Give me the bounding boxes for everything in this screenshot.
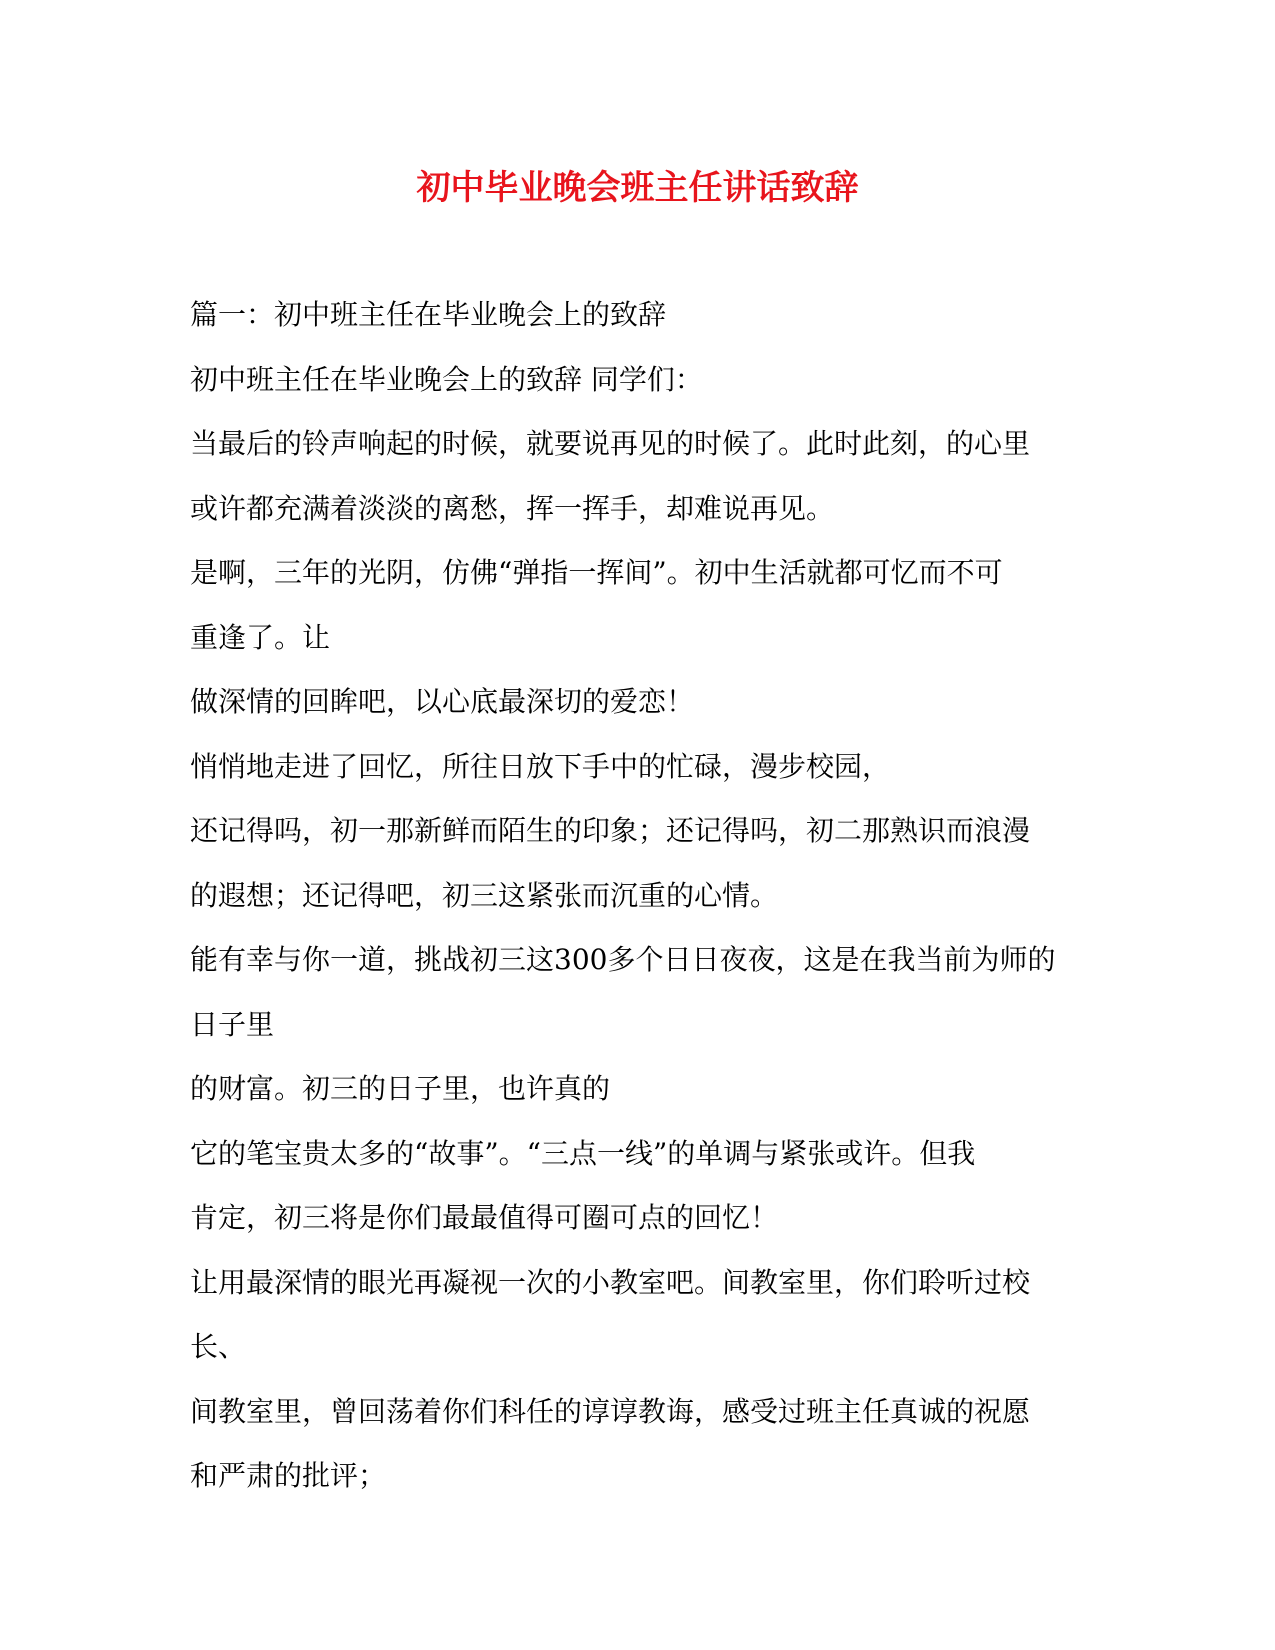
paragraph-line: 让用最深情的眼光再凝视一次的小教室吧。间教室里，你们聆听过校 [190,1265,1031,1299]
paragraph-line: 篇一：初中班主任在毕业晚会上的致辞 [190,298,667,331]
paragraph-line: 间教室里，曾回荡着你们科任的谆谆教诲，感受过班主任真诚的祝愿 [190,1394,1031,1428]
paragraph-line: 长、 [190,1330,247,1363]
paragraph-line: 是啊，三年的光阴，仿佛“弹指一挥间”。初中生活就都可忆而不可 [190,556,1003,589]
paragraph-line: 悄悄地走进了回忆，所往日放下手中的忙碌，漫步校园， [190,749,891,783]
paragraph-line: 它的笔宝贵太多的“故事”。“三点一线”的单调与紧张或许。但我 [190,1136,976,1170]
paragraph-line: 和严肃的批评； [190,1459,387,1492]
paragraph-line: 日子里 [190,1007,275,1041]
paragraph-line: 还记得吗，初一那新鲜而陌生的印象；还记得吗，初二那熟识而浪漫 [190,814,1031,847]
document-body [190,283,1090,1509]
paragraph-line: 或许都充满着淡淡的离愁，挥一挥手，却难说再见。 [190,491,835,525]
paragraph-line: 做深情的回眸吧，以心底最深切的爱恋！ [190,685,695,718]
paragraph-line: 初中班主任在毕业晚会上的致辞 同学们： [190,362,703,396]
document-title: 初中毕业晚会班主任讲话致辞 [416,168,859,208]
paragraph-line: 当最后的铃声响起的时候，就要说再见的时候了。此时此刻，的心里 [190,427,1031,460]
paragraph-line: 肯定，初三将是你们最最值得可圈可点的回忆！ [190,1201,779,1234]
paragraph-line: 的财富。初三的日子里，也许真的 [190,1072,611,1105]
paragraph-line: 能有幸与你一道，挑战初三这300多个日日夜夜，这是在我当前为师的 [190,943,1056,976]
paragraph-line: 的遐想；还记得吧，初三这紧张而沉重的心情。 [190,878,779,912]
paragraph-line: 重逢了。让 [190,620,331,654]
